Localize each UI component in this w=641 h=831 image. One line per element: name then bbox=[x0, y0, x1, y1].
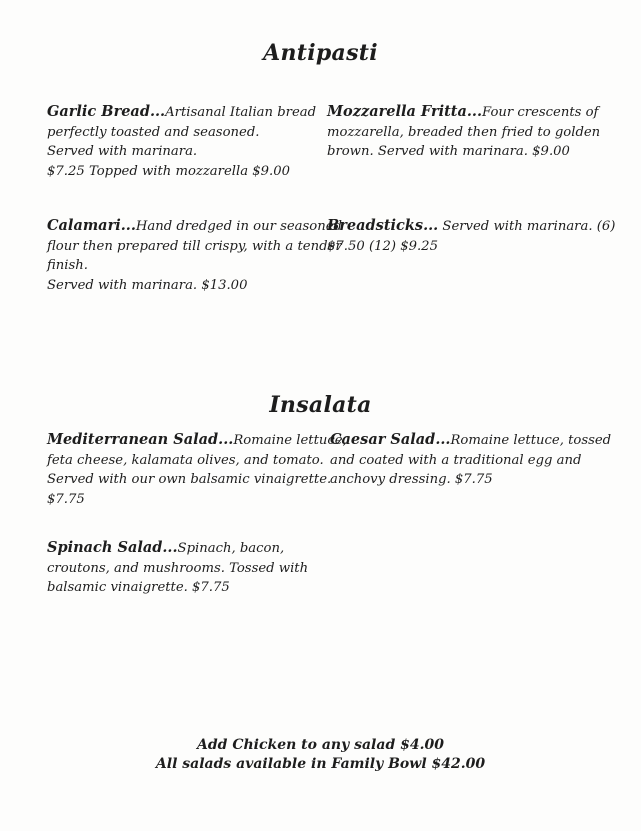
item-first-line bbox=[327, 216, 616, 237]
item-description: Artisanal Italian bread bbox=[165, 105, 317, 120]
item-first-line bbox=[47, 538, 317, 559]
item-description: finish. bbox=[47, 258, 88, 273]
item-description: croutons, and mushrooms. Tossed with bbox=[47, 560, 309, 576]
item-description: Served with our own balsamic vinaigrette. bbox=[47, 472, 332, 487]
item-name: Garlic Bread... bbox=[47, 103, 166, 120]
menu-item-garlic-bread bbox=[47, 102, 317, 181]
item-first-line bbox=[47, 102, 317, 123]
antipasti-heading: Antipasti bbox=[263, 40, 378, 66]
menu-item-mediterranean-salad bbox=[47, 430, 347, 509]
item-first-line bbox=[330, 430, 612, 451]
item-price: $7.50 (12) $9.25 bbox=[327, 238, 438, 254]
item-name: Spinach Salad... bbox=[47, 539, 178, 556]
item-first-line bbox=[47, 430, 347, 451]
footer-add-chicken-note: Add Chicken to any salad $4.00 bbox=[197, 737, 444, 753]
item-description: and coated with a traditional egg and bbox=[330, 452, 582, 468]
item-price: Served with marinara. $13.00 bbox=[47, 277, 248, 293]
item-price: $7.25 Topped with mozzarella $9.00 bbox=[47, 163, 291, 179]
item-description: Romaine lettuce, bbox=[233, 433, 347, 448]
menu-item-spinach-salad bbox=[47, 538, 317, 598]
item-name: Mozzarella Fritta... bbox=[327, 103, 483, 120]
item-description: Spinach, bacon, bbox=[177, 541, 285, 556]
item-description: Romaine lettuce, tossed bbox=[450, 433, 612, 448]
item-name: Mediterranean Salad... bbox=[47, 431, 234, 448]
item-name: Breadsticks... bbox=[327, 217, 439, 234]
item-price: $7.75 bbox=[47, 491, 85, 507]
item-description: perfectly toasted and seasoned. bbox=[47, 124, 260, 140]
item-description: mozzarella, breaded then fried to golden bbox=[327, 124, 601, 140]
item-description: anchovy dressing. $7.75 bbox=[330, 472, 493, 487]
insalata-heading: Insalata bbox=[269, 392, 372, 418]
item-description: Hand dredged in our seasoned bbox=[135, 219, 342, 234]
item-first-line bbox=[327, 102, 597, 123]
menu-item-calamari bbox=[47, 216, 342, 295]
footer-family-bowl-note: All salads available in Family Bowl $42.00 bbox=[155, 756, 486, 772]
menu-item-breadsticks bbox=[327, 216, 616, 256]
menu-item-mozzarella-fritta bbox=[327, 102, 601, 162]
item-description: brown. Served with marinara. $9.00 bbox=[327, 144, 570, 159]
item-description: feta cheese, kalamata olives, and tomato. bbox=[47, 452, 324, 468]
item-description: balsamic vinaigrette. $7.75 bbox=[47, 580, 230, 595]
menu-item-caesar-salad bbox=[330, 430, 612, 490]
item-name: Calamari... bbox=[47, 217, 136, 234]
item-description: Served with marinara. (6) bbox=[438, 219, 616, 234]
item-description: Four crescents of bbox=[482, 105, 599, 120]
item-first-line bbox=[47, 216, 342, 237]
item-name: Caesar Salad... bbox=[330, 431, 451, 448]
item-description: Served with marinara. bbox=[47, 144, 198, 159]
item-description: flour then prepared till crispy, with a tender bbox=[47, 238, 342, 254]
